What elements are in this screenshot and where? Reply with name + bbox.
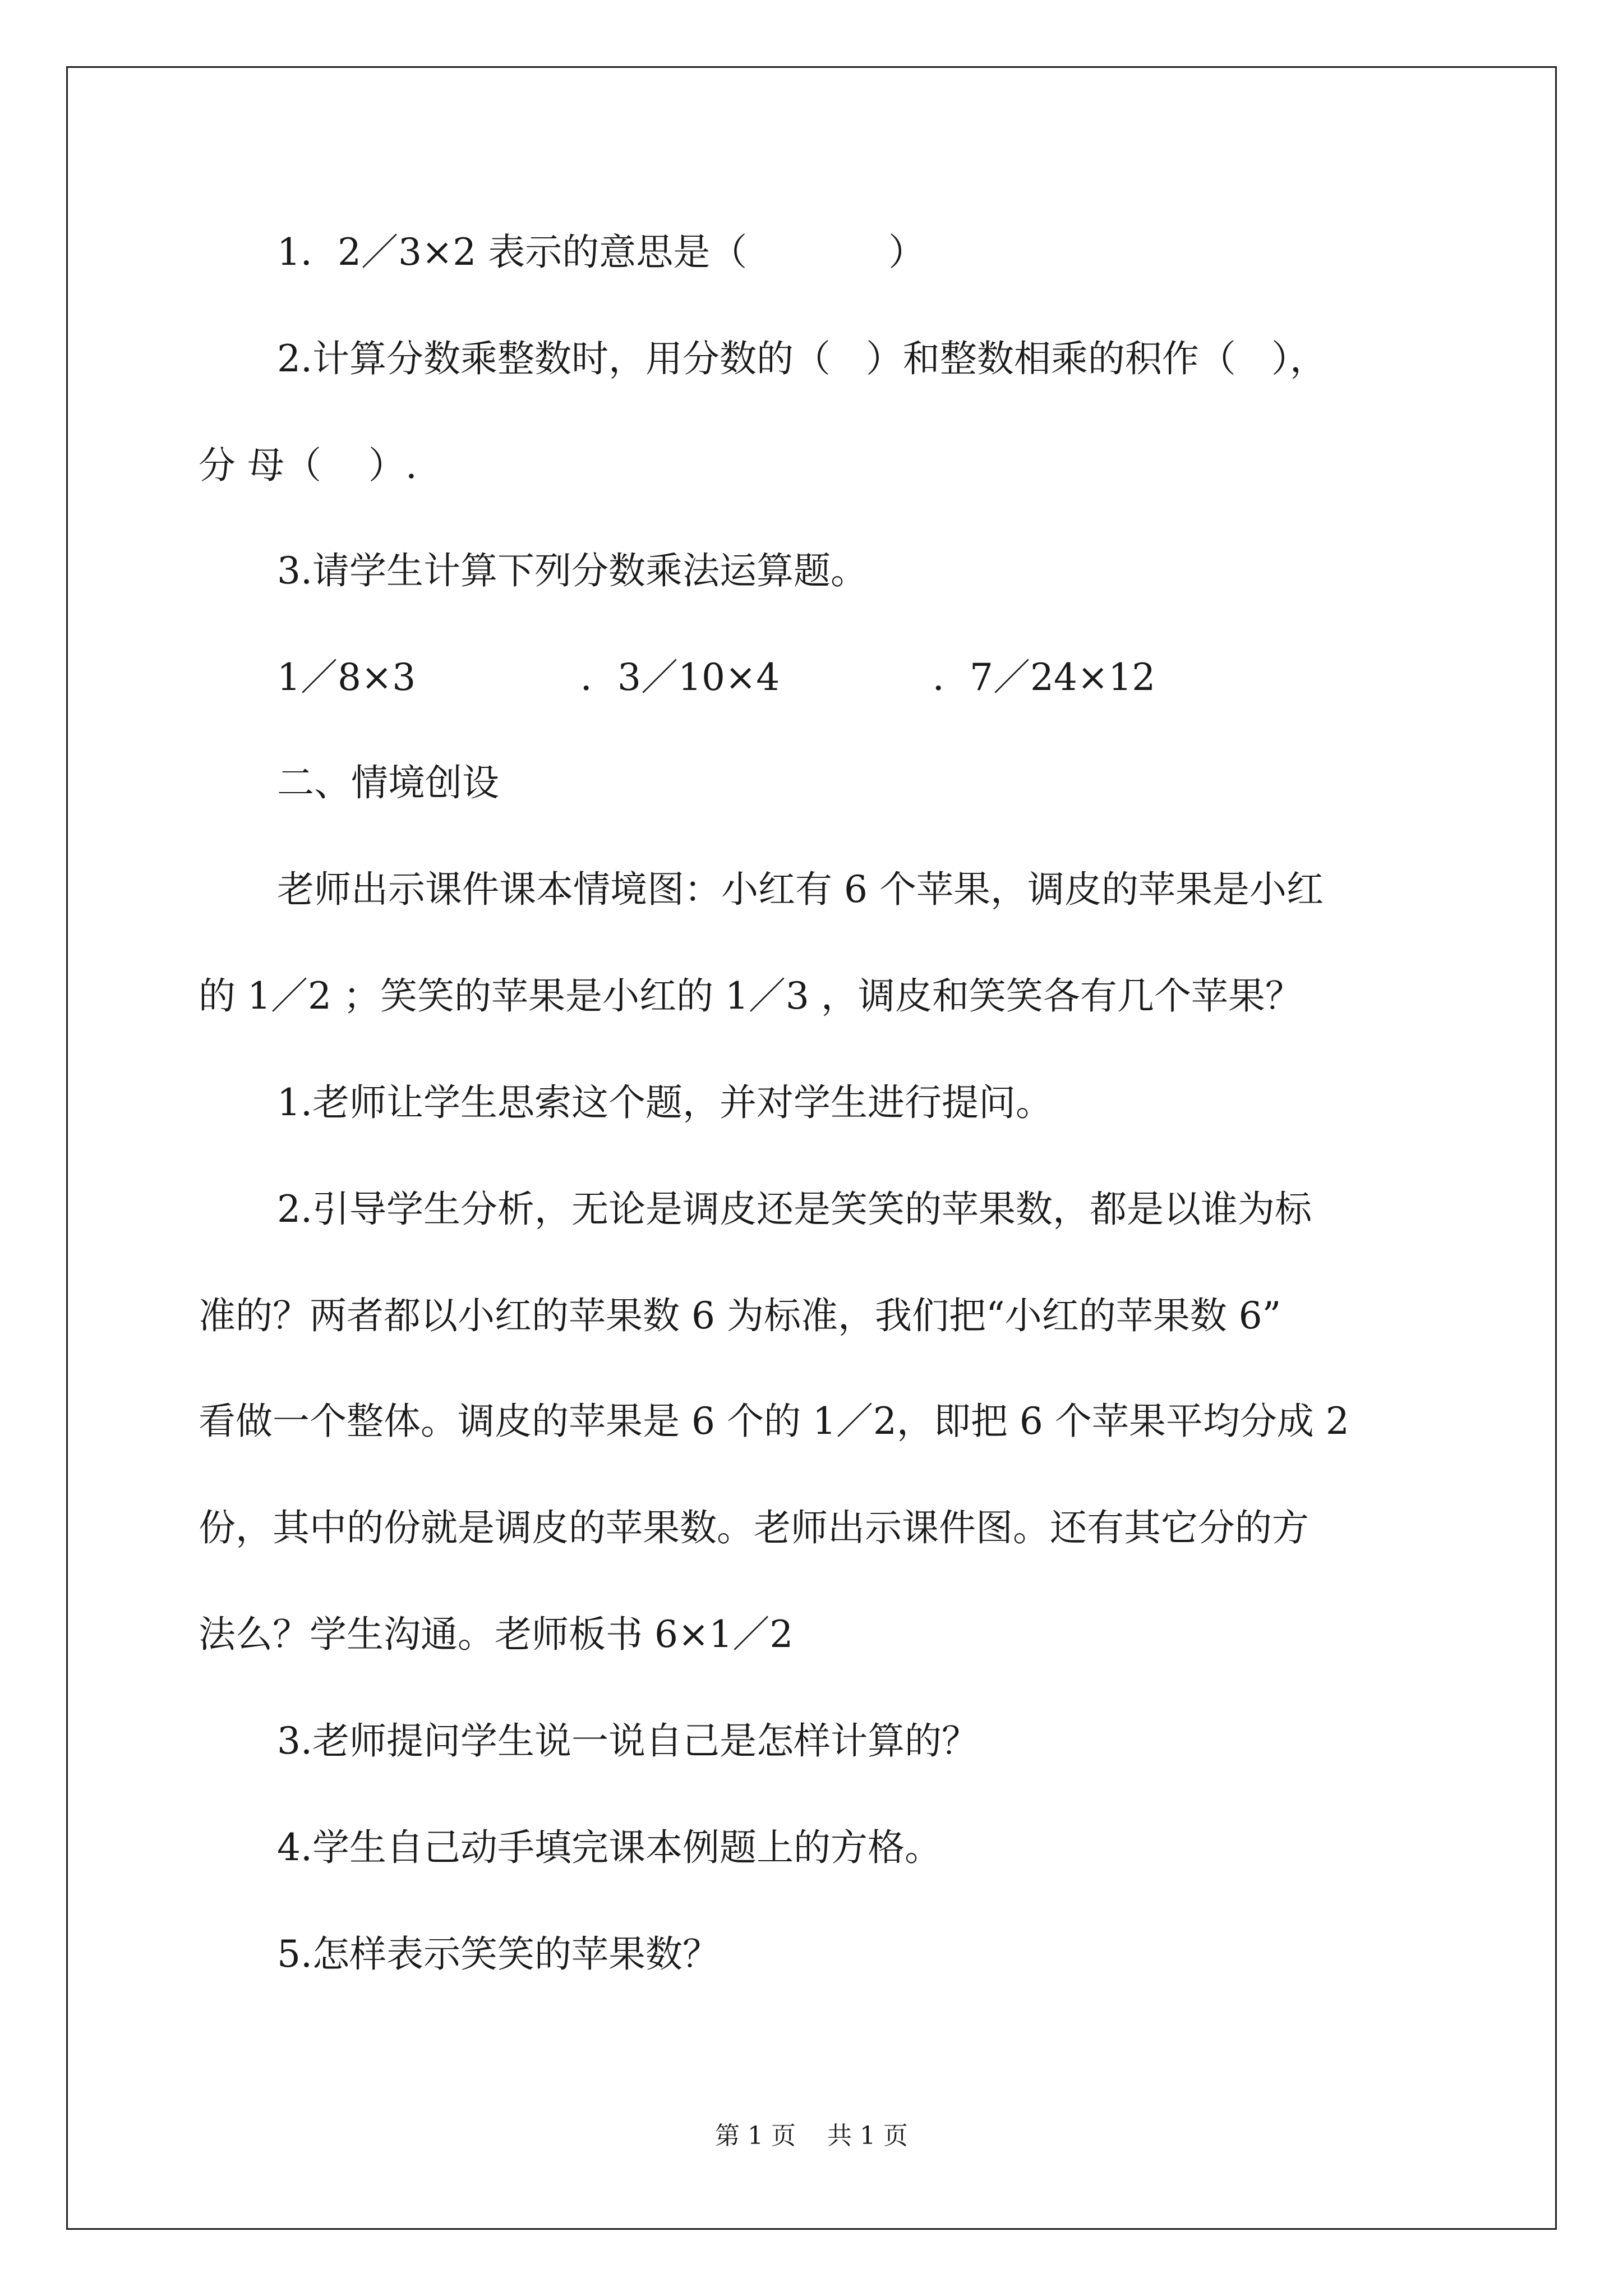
- page-border: [66, 66, 1557, 2230]
- step-5-question: 5.怎样表示笑笑的苹果数？: [277, 1932, 720, 1976]
- question-1-meaning: 1．2／3×2 表示的意思是（ ）: [277, 231, 925, 274]
- step-2-line-2: 准的？两者都以小红的苹果数 6 为标准，我们把“小红的苹果数 6”: [199, 1294, 1281, 1337]
- step-3-explain: 3.老师提问学生说一说自己是怎样计算的？: [277, 1719, 979, 1763]
- question-2-rule-continued: 分 母（ ）.: [199, 444, 417, 487]
- question-3-compute: 3.请学生计算下列分数乘法运算题。: [277, 549, 868, 592]
- step-2-line-1: 2.引导学生分析，无论是调皮还是笑笑的苹果数，都是以谁为标: [277, 1188, 1312, 1231]
- situation-paragraph-line-2: 的 1／2 ；笑笑的苹果是小红的 1／3 ，调皮和笑笑各有几个苹果？: [199, 974, 1302, 1018]
- page-number-footer: 第 1 页 共 1 页: [715, 2122, 908, 2150]
- question-2-rule: 2.计算分数乘整数时，用分数的（ ）和整数相乘的积作（ ），: [277, 337, 1327, 380]
- step-2-line-3: 看做一个整体。调皮的苹果是 6 个的 1／2，即把 6 个苹果平均分成 2: [199, 1400, 1349, 1443]
- step-2-line-4: 份，其中的份就是调皮的苹果数。老师出示课件图。还有其它分的方: [199, 1506, 1309, 1549]
- section-heading-situation: 二、情境创设: [277, 761, 499, 804]
- step-4-fill-grid: 4.学生自己动手填完课本例题上的方格。: [277, 1826, 942, 1869]
- question-3-exercises: 1／8×3 ．3／10×4 ．7／24×12: [277, 656, 1156, 699]
- step-1-think: 1.老师让学生思索这个题，并对学生进行提问。: [277, 1081, 1053, 1124]
- step-2-line-5: 法么？学生沟通。老师板书 6×1／2: [199, 1613, 794, 1656]
- situation-paragraph-line-1: 老师出示课件课本情境图：小红有 6 个苹果，调皮的苹果是小红: [277, 868, 1324, 911]
